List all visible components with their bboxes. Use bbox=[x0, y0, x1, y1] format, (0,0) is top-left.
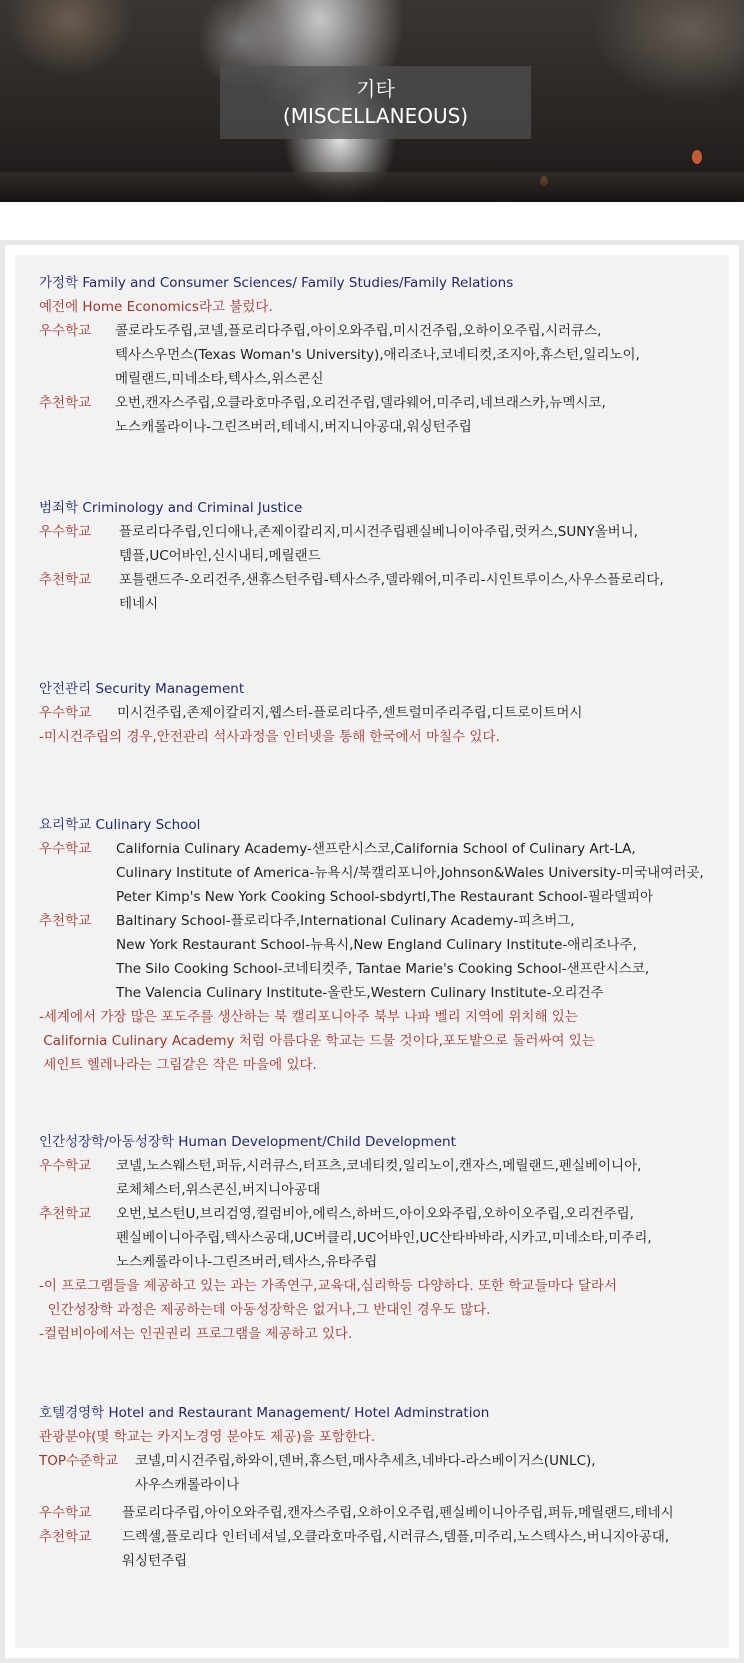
school-list-line: 메릴랜드,미네소타,텍사스,위스콘신 bbox=[115, 371, 324, 387]
school-list-line: 사우스캐롤라이나 bbox=[135, 1477, 240, 1493]
excellent-label: 우수학교 bbox=[39, 705, 92, 721]
school-list-line: 콜로라도주립,코넬,플로리다주립,아이오와주립,미시건주립,오하이오주립,시러큐스, bbox=[115, 323, 602, 339]
excellent-label: 우수학교 bbox=[39, 1505, 92, 1521]
section-heading: 호텔경영학 Hotel and Restaurant Management/ Hotel Adminstration bbox=[39, 1405, 490, 1421]
section-note: California Culinary Academy 처럼 아름다운 학교는 드물 것이다,포도밭으로 둘러싸여 있는 bbox=[39, 1033, 595, 1049]
recommended-schools bbox=[39, 568, 664, 616]
section-heading: 인간성장학/아동성장학 Human Development/Child Development bbox=[39, 1134, 456, 1150]
section-note: 세인트 헬레나라는 그림같은 작은 마을에 있다. bbox=[39, 1057, 317, 1073]
recommended-schools bbox=[39, 1202, 652, 1274]
section-human-development bbox=[39, 1130, 652, 1346]
school-list-line: 워싱턴주립 bbox=[122, 1553, 188, 1569]
top-label: TOP수준학교 bbox=[39, 1453, 119, 1469]
section-heading: 범죄학 Criminology and Criminal Justice bbox=[39, 500, 303, 516]
school-list-line: 코넬,미시건주립,하와이,덴버,휴스턴,매사추세츠,네바다-라스베이거스(UNLC), bbox=[135, 1453, 596, 1469]
section-hotel-management bbox=[39, 1401, 674, 1573]
excellent-label: 우수학교 bbox=[39, 524, 92, 540]
school-list-line: 노스케롤라이나-그린즈버러,텍사스,유타주립 bbox=[116, 1254, 378, 1270]
counter-graphic bbox=[0, 172, 744, 202]
school-list-line: 플로리다주립,아이오와주립,캔자스주립,오하이오주립,펜실베이니아주립,퍼듀,메릴랜드,테네시 bbox=[122, 1505, 674, 1521]
section-note: 인간성장학 과정은 제공하는데 아동성장학은 없거나,그 반대인 경우도 많다. bbox=[39, 1302, 491, 1318]
recommended-label: 추천학교 bbox=[39, 1529, 92, 1545]
recommended-schools bbox=[39, 391, 640, 439]
section-note: -컬럼비아에서는 인권권리 프로그램을 제공하고 있다. bbox=[39, 1326, 353, 1342]
school-list-line: New York Restaurant School-뉴욕시,New England Culinary Institute-애리조나주, bbox=[116, 937, 637, 953]
excellent-schools bbox=[39, 837, 704, 909]
school-list-line: 코넬,노스웨스턴,퍼듀,시러큐스,터프츠,코네티컷,일리노이,캔자스,메릴랜드,펜실베이니아, bbox=[116, 1158, 642, 1174]
excellent-schools bbox=[39, 520, 664, 568]
school-list-line: The Silo Cooking School-코네티컷주, Tantae Marie's Cooking School-샌프란시스코, bbox=[116, 961, 650, 977]
content-panel bbox=[15, 255, 729, 1648]
recommended-schools bbox=[39, 909, 704, 1005]
content-frame bbox=[0, 240, 744, 1663]
school-list-line: 테네시 bbox=[119, 596, 159, 612]
top-schools bbox=[39, 1449, 674, 1497]
hero-subtitle: (MISCELLANEOUS) bbox=[282, 104, 469, 128]
school-list-line: The Valencia Culinary Institute-올란도,Western Culinary Institute-오리건주 bbox=[116, 985, 604, 1001]
school-list-line: 드렉셀,플로리다 인터네셔널,오클라호마주립,시러큐스,템플,미주리,노스텍사스,버니지아공대, bbox=[122, 1529, 670, 1545]
recommended-schools bbox=[39, 1525, 674, 1573]
school-list-line: 텍사스우먼스(Texas Woman's University),애리조나,코네티컷,조지아,휴스턴,일리노이, bbox=[115, 347, 640, 363]
section-heading: 가정학 Family and Consumer Sciences/ Family Studies/Family Relations bbox=[39, 275, 514, 291]
excellent-schools bbox=[39, 1154, 652, 1202]
excellent-schools bbox=[39, 1501, 674, 1525]
school-list-line: 오번,캔자스주립,오클라호마주립,오리건주립,델라웨어,미주리,네브래스카,뉴멕시코, bbox=[115, 395, 606, 411]
section-family-studies bbox=[39, 271, 640, 439]
school-list-line: 노스캐롤라이나-그린즈버러,테네시,버지니아공대,워싱턴주립 bbox=[115, 419, 472, 435]
section-heading: 요리학교 Culinary School bbox=[39, 817, 201, 833]
excellent-label: 우수학교 bbox=[39, 841, 92, 857]
section-criminology bbox=[39, 496, 664, 616]
hero-banner bbox=[0, 0, 744, 202]
hero-title: 기타 bbox=[356, 77, 395, 101]
section-security-management bbox=[39, 677, 582, 749]
school-list-line: 로체체스터,위스콘신,버지니아공대 bbox=[116, 1182, 321, 1198]
stove-flame-graphic bbox=[692, 150, 702, 164]
excellent-schools bbox=[39, 319, 640, 391]
school-list-line: 오번,보스턴U,브리검영,컬럼비아,에릭스,하버드,아이오와주립,오하이오주립,오리건주립, bbox=[116, 1206, 634, 1222]
recommended-label: 추천학교 bbox=[39, 395, 92, 411]
section-heading: 안전관리 Security Management bbox=[39, 681, 245, 697]
section-culinary-school bbox=[39, 813, 704, 1077]
school-list-line: 미시건주립,존제이칼리지,웹스터-플로리다주,센트럴미주리주립,디트로이트머시 bbox=[117, 705, 583, 721]
excellent-schools bbox=[39, 701, 582, 725]
section-note: -미시건주립의 경우,안전관리 석사과정을 인터넷을 통해 한국에서 마칠수 있다. bbox=[39, 729, 500, 745]
school-list-line: Baltinary School-플로리다주,International Culinary Academy-피츠버그, bbox=[116, 913, 575, 929]
school-list-line: 펜실베이니아주립,텍사스공대,UC버클리,UC어바인,UC산타바바라,시카고,미네소타,미주리, bbox=[116, 1230, 652, 1246]
section-note: 관광분야(몇 학교는 카지노경영 분야도 제공)을 포함한다. bbox=[39, 1429, 376, 1445]
excellent-label: 우수학교 bbox=[39, 323, 92, 339]
section-note: -세계에서 가장 많은 포도주를 생산하는 북 캘리포니아주 북부 나파 벨리 지역에 위치해 있는 bbox=[39, 1009, 578, 1025]
recommended-label: 추천학교 bbox=[39, 913, 92, 929]
hero-title-box bbox=[220, 66, 531, 139]
excellent-label: 우수학교 bbox=[39, 1158, 92, 1174]
section-note: -이 프로그램들을 제공하고 있는 과는 가족연구,교육대,심리학등 다양하다. 또한 학교들마다 달라서 bbox=[39, 1278, 618, 1294]
recommended-label: 추천학교 bbox=[39, 572, 92, 588]
school-list-line: California Culinary Academy-샌프란시스코,California School of Culinary Art-LA, bbox=[116, 841, 636, 857]
school-list-line: 템플,UC어바인,신시내티,메릴랜드 bbox=[119, 548, 321, 564]
school-list-line: Culinary Institute of America-뉴욕시/북캘리포니아,Johnson&Wales University-미국내여러곳, bbox=[116, 865, 704, 881]
school-list-line: 포틀랜드주-오리건주,샌휴스턴주립-텍사스주,델라웨어,미주리-시인트루이스,사우스플로리다, bbox=[119, 572, 664, 588]
recommended-label: 추천학교 bbox=[39, 1206, 92, 1222]
school-list-line: Peter Kimp's New York Cooking School-sbdyrtl,The Restaurant School-필라델피아 bbox=[116, 889, 654, 905]
section-note: 예전에 Home Economics라고 불렀다. bbox=[39, 299, 273, 315]
school-list-line: 플로리다주립,인디애나,존제이칼리지,미시건주립펜실베니이아주립,럿커스,SUNY올버니, bbox=[119, 524, 638, 540]
